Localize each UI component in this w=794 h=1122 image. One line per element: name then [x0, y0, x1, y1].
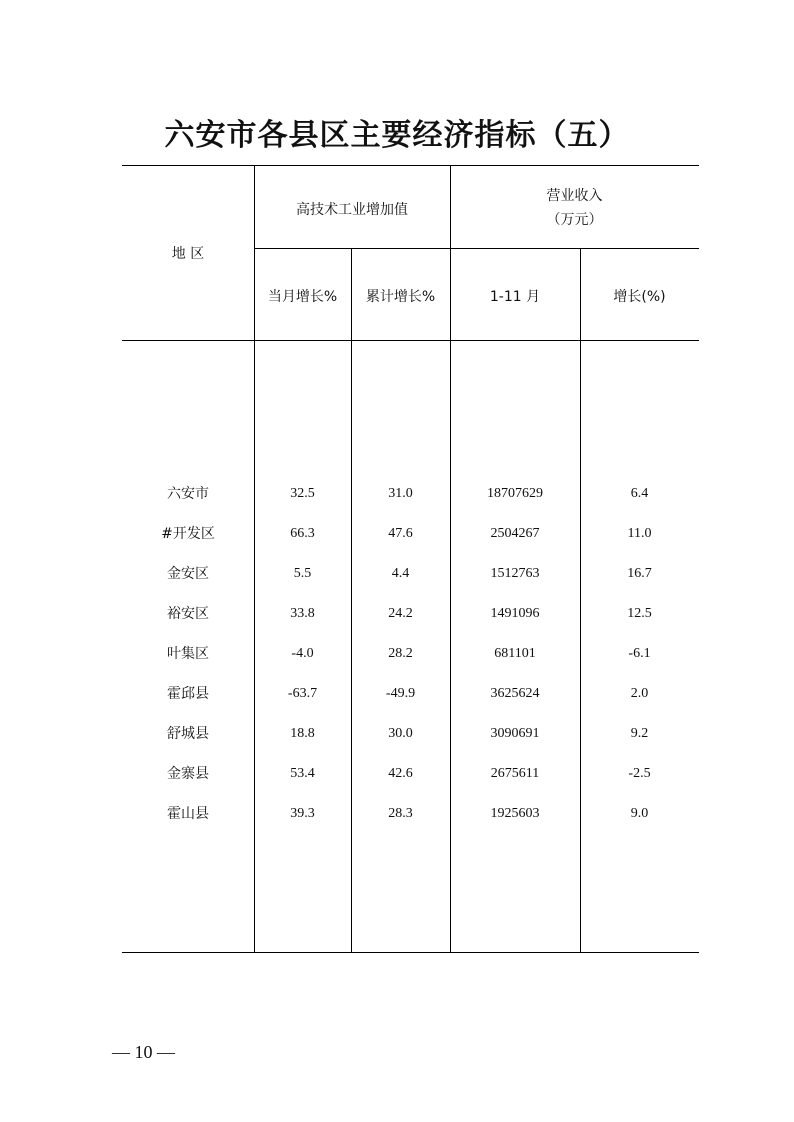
cell-cumulative-growth: 28.3: [388, 806, 413, 821]
cell-revenue: 2504267: [490, 526, 540, 541]
cell-month-growth: 5.5: [293, 566, 312, 581]
cell-region: 裕安区: [167, 606, 209, 622]
cell-growth: 6.4: [630, 486, 649, 501]
cell-month-growth: 66.3: [290, 526, 315, 541]
header-bottom-rule: [122, 340, 699, 341]
cell-month-growth: 18.8: [290, 726, 315, 741]
cell-revenue: 2675611: [490, 766, 540, 781]
cell-revenue: 1925603: [490, 806, 540, 821]
cell-growth: 9.2: [630, 726, 649, 741]
header-high-tech-value-added: 高技术工业增加值: [296, 202, 408, 218]
cell-month-growth: -4.0: [291, 646, 314, 661]
page-title: 六安市各县区主要经济指标（五）: [164, 118, 630, 153]
cell-cumulative-growth: 30.0: [388, 726, 413, 741]
cell-region: 舒城县: [167, 726, 209, 742]
header-revenue: 营业收入: [546, 188, 603, 204]
cell-region: 六安市: [167, 486, 209, 502]
cell-growth: 2.0: [630, 686, 649, 701]
cell-revenue: 1512763: [490, 566, 540, 581]
cell-cumulative-growth: 47.6: [388, 526, 413, 541]
header-growth: 增长(%): [613, 289, 666, 305]
cell-region: 叶集区: [167, 646, 209, 662]
cell-region: 霍邱县: [167, 686, 209, 702]
cell-revenue: 3090691: [490, 726, 540, 741]
cell-month-growth: 53.4: [290, 766, 315, 781]
cell-cumulative-growth: 28.2: [388, 646, 413, 661]
header-period: 1-11 月: [489, 289, 541, 305]
table-top-rule: [122, 165, 699, 166]
cell-cumulative-growth: -49.9: [385, 686, 416, 701]
cell-growth: 16.7: [627, 566, 652, 581]
cell-growth: -6.1: [628, 646, 651, 661]
header-month-growth: 当月增长%: [267, 289, 338, 305]
cell-revenue: 1491096: [490, 606, 540, 621]
header-revenue-unit: （万元）: [546, 212, 603, 228]
column-divider-4: [580, 248, 581, 953]
cell-month-growth: 39.3: [290, 806, 315, 821]
cell-growth: 11.0: [627, 526, 652, 541]
column-divider-3: [450, 165, 451, 953]
cell-cumulative-growth: 24.2: [388, 606, 413, 621]
header-region: 地 区: [171, 246, 205, 262]
column-divider-1: [254, 165, 255, 953]
cell-cumulative-growth: 42.6: [388, 766, 413, 781]
cell-month-growth: 33.8: [290, 606, 315, 621]
cell-region: 霍山县: [167, 806, 209, 822]
cell-growth: 9.0: [630, 806, 649, 821]
cell-cumulative-growth: 31.0: [388, 486, 413, 501]
cell-cumulative-growth: 4.4: [391, 566, 410, 581]
cell-region: #开发区: [161, 526, 215, 542]
table-bottom-rule: [122, 952, 699, 953]
cell-growth: 12.5: [627, 606, 652, 621]
group-header-rule: [254, 248, 699, 249]
cell-month-growth: -63.7: [287, 686, 318, 701]
cell-region: 金安区: [167, 566, 209, 582]
cell-month-growth: 32.5: [290, 486, 315, 501]
column-divider-2: [351, 248, 352, 953]
cell-revenue: 18707629: [487, 486, 543, 501]
cell-revenue: 681101: [494, 646, 536, 661]
header-cumulative-growth: 累计增长%: [365, 289, 436, 305]
page-number: — 10 —: [112, 1042, 175, 1062]
cell-growth: -2.5: [628, 766, 651, 781]
cell-region: 金寨县: [167, 766, 209, 782]
cell-revenue: 3625624: [490, 686, 540, 701]
